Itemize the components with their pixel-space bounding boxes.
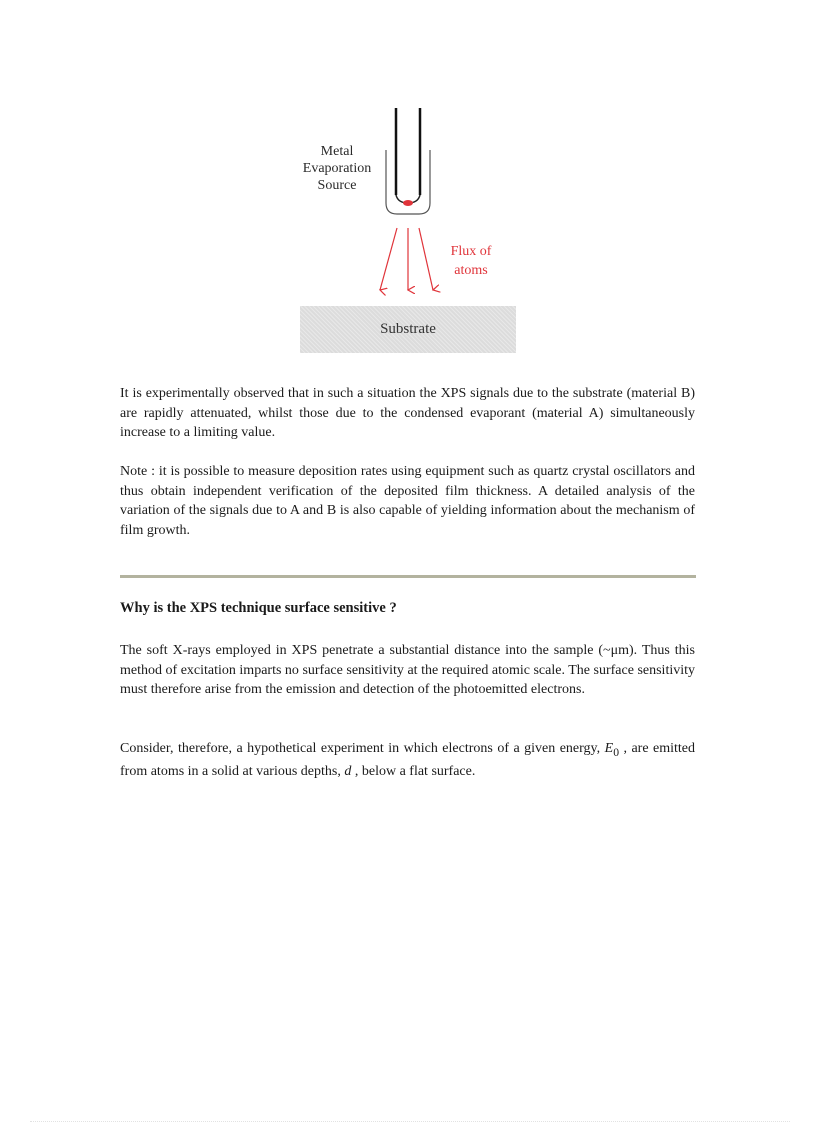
paragraph-note: Note : it is possible to measure deposition rates using equipment such as quartz crystal oscillators and thus obtain independent verification of the deposited film thickness. A detailed analysis of the variation of the signals due to A and B is also capable of yielding information about the mechanism of film growth. [120, 464, 695, 538]
p4-text-end: , below a flat surface. [354, 764, 476, 780]
energy-symbol: E [604, 741, 614, 756]
evaporation-diagram [0, 0, 816, 370]
flux-label-line: atoms [454, 263, 488, 278]
section-divider [120, 575, 696, 578]
source-label-line: Source [317, 178, 357, 193]
energy-subscript: 0 [613, 745, 620, 759]
section-heading: Why is the XPS technique surface sensitive ? [120, 600, 397, 616]
paragraph-hypothetical-experiment [120, 739, 695, 782]
p4-text-start: Consider, therefore, a hypothetical experiment in which electrons of a given energy, [120, 741, 601, 756]
source-label-line: Evaporation [302, 161, 372, 176]
source-label-line: Metal [320, 144, 354, 159]
page-bottom-border [30, 1121, 790, 1122]
paragraph-soft-xrays: The soft X-rays employed in XPS penetrate a substantial distance into the sample (~μm). Thus this method of excitation imparts no surface sensitivity at the required atomic scale. The surface sensitivity must therefore arise from the emission and detection of the photoemitted electrons. [120, 643, 695, 697]
p4-text-middle: , are emitted from atoms in a solid at various depths, [120, 741, 696, 780]
flux-label-line: Flux of [450, 244, 492, 259]
flux-label [438, 242, 504, 280]
substrate-label: Substrate [380, 321, 436, 337]
flux-arrow-right [419, 228, 433, 290]
depth-symbol: d [344, 764, 352, 780]
source-label [294, 143, 380, 194]
flux-arrow-left [380, 228, 397, 290]
substrate-block [300, 306, 516, 353]
paragraph-xps-signals: It is experimentally observed that in such a situation the XPS signals due to the substrate (material B) are rapidly attenuated, whilst those due to the condensed evaporant (material A) simultaneously increase to a limiting value. [120, 386, 695, 440]
metal-charge [403, 200, 413, 206]
